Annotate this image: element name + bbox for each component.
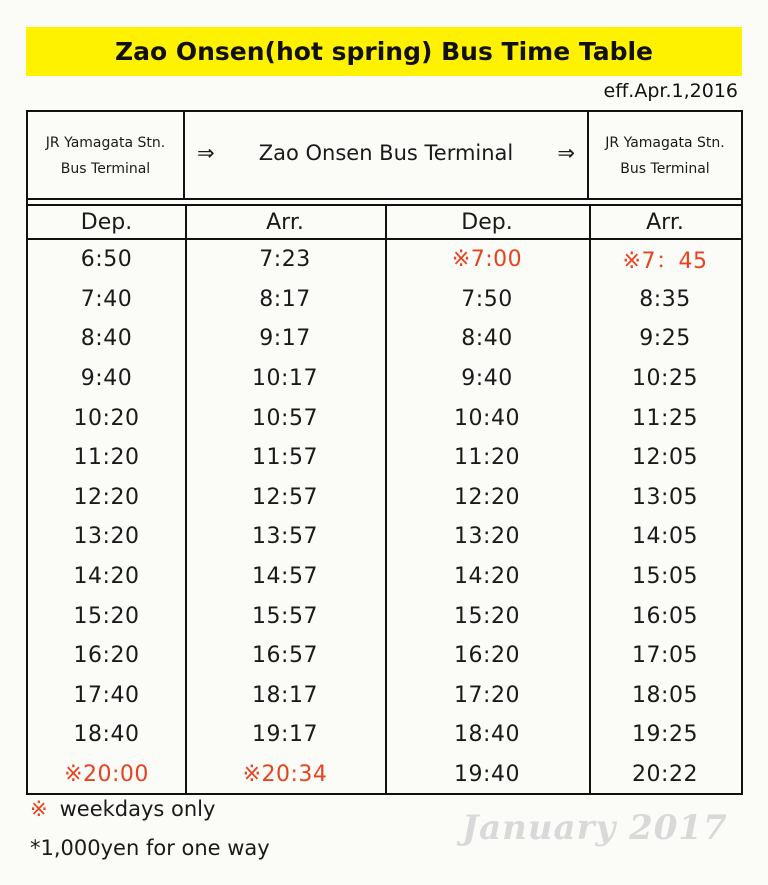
time-cell: 10:25 — [632, 366, 698, 392]
time-cell: 17:05 — [632, 643, 698, 669]
arrow-right-icon: ⇒ — [197, 141, 215, 165]
column-head: Arr. — [185, 206, 385, 240]
time-cell: 18:40 — [454, 722, 520, 748]
note-fare: *1,000yen for one way — [30, 836, 270, 860]
time-cell: ※7：45 — [622, 249, 708, 275]
column-2 — [185, 206, 387, 793]
time-cell: 11:20 — [454, 445, 520, 471]
time-cell: 19:25 — [632, 722, 698, 748]
note-weekdays — [30, 797, 215, 821]
time-cell: 16:20 — [73, 643, 140, 669]
time-cell: 12:57 — [252, 484, 318, 510]
watermark: January 2017 — [462, 808, 728, 848]
time-cell: 13:20 — [454, 524, 520, 550]
column-1 — [28, 206, 187, 793]
time-cell: 15:20 — [454, 603, 520, 629]
return-station — [589, 130, 741, 182]
time-cell: 17:20 — [454, 682, 520, 708]
time-cell: 15:57 — [252, 603, 318, 629]
page-title: Zao Onsen(hot spring) Bus Time Table — [26, 27, 742, 76]
time-cell: 15:05 — [632, 564, 698, 590]
time-cell: 9:40 — [80, 366, 133, 392]
time-cell: 10:17 — [252, 366, 318, 392]
time-cell: 10:40 — [454, 405, 520, 431]
time-cell: ※20:34 — [242, 762, 328, 788]
time-cell: 9:17 — [259, 326, 311, 352]
origin-station — [28, 130, 183, 182]
effective-date: eff.Apr.1,2016 — [603, 80, 738, 102]
time-cell: 18:17 — [252, 682, 318, 708]
header-return — [589, 112, 741, 200]
time-cell: 12:20 — [73, 484, 140, 510]
time-cell: 16:57 — [252, 643, 318, 669]
time-cell: 17:40 — [73, 682, 140, 708]
time-cell: 7:40 — [80, 286, 133, 312]
arrow-right-icon: ⇒ — [557, 141, 575, 165]
time-cell: 13:20 — [73, 524, 140, 550]
column-3 — [385, 206, 591, 793]
time-cell: 19:40 — [454, 762, 520, 788]
column-4 — [589, 206, 741, 793]
column-head: Dep. — [385, 206, 589, 240]
time-cell: 16:20 — [454, 643, 520, 669]
return-line2: Bus Terminal — [620, 161, 710, 177]
note-mark: ※ — [30, 797, 48, 821]
time-cell: 14:20 — [73, 564, 140, 590]
time-cell: 8:35 — [639, 286, 691, 312]
timetable-columns — [28, 206, 741, 793]
time-cell: 10:20 — [73, 405, 140, 431]
time-cell: 18:40 — [73, 722, 140, 748]
time-cell: 11:57 — [252, 445, 318, 471]
time-cell: ※20:00 — [64, 762, 149, 788]
time-cell: 13:57 — [252, 524, 318, 550]
time-cell: 6:50 — [80, 247, 133, 273]
time-cell: 8:17 — [259, 286, 311, 312]
time-cell: 9:40 — [461, 366, 513, 392]
header-origin — [28, 112, 185, 200]
time-cell: 10:57 — [252, 405, 318, 431]
note-weekdays-text: weekdays only — [59, 797, 216, 821]
time-cell: 7:50 — [461, 286, 513, 312]
header-destination — [185, 112, 589, 200]
time-cell: 15:20 — [73, 603, 140, 629]
time-cell: 12:05 — [632, 445, 698, 471]
origin-line2: Bus Terminal — [60, 161, 151, 177]
time-cell: 7:23 — [259, 247, 311, 273]
origin-line1: JR Yamagata Stn. — [45, 135, 166, 151]
time-cell: 14:05 — [632, 524, 698, 550]
time-cell: 13:05 — [632, 484, 698, 510]
time-cell: 14:57 — [252, 564, 318, 590]
time-cell: 16:05 — [632, 603, 698, 629]
time-cell: ※7:00 — [451, 247, 523, 273]
time-cell: 18:05 — [632, 682, 698, 708]
timetable — [26, 110, 743, 795]
column-head: Arr. — [589, 206, 741, 240]
return-line1: JR Yamagata Stn. — [605, 135, 725, 151]
time-cell: 19:17 — [252, 722, 318, 748]
time-cell: 9:25 — [639, 326, 691, 352]
time-cell: 11:20 — [73, 445, 140, 471]
time-cell: 14:20 — [454, 564, 520, 590]
destination-label: Zao Onsen Bus Terminal — [258, 141, 514, 165]
time-cell: 8:40 — [461, 326, 513, 352]
time-cell: 20:22 — [632, 762, 698, 788]
time-cell: 11:25 — [632, 405, 698, 431]
column-head: Dep. — [28, 206, 185, 240]
time-cell: 8:40 — [80, 326, 133, 352]
time-cell: 12:20 — [454, 484, 520, 510]
